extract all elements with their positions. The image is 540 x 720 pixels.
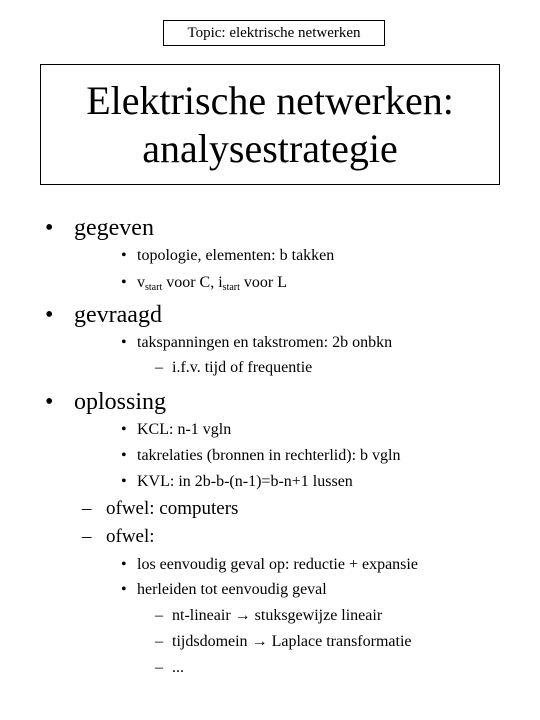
end-text: voor L bbox=[239, 274, 287, 291]
slide-title-box bbox=[40, 64, 500, 185]
v-subscript: start bbox=[145, 282, 163, 293]
dash-text-b: Laplace transformatie bbox=[267, 633, 412, 650]
dash-text-a: nt-lineair bbox=[172, 607, 235, 624]
topic-label: Topic: elektrische netwerken bbox=[163, 20, 385, 46]
slide-title-line-2: analysestrategie bbox=[142, 125, 398, 171]
subitem-text: takspanningen en takstromen: 2b onbkn bbox=[137, 334, 393, 351]
dash-mark: – bbox=[155, 359, 163, 376]
bullet-mark: • bbox=[121, 334, 127, 351]
dash-text-a: tijdsdomein bbox=[172, 633, 252, 650]
dash-mark: – bbox=[82, 498, 92, 519]
subitem-text bbox=[137, 273, 287, 293]
subitem-text: herleiden tot eenvoudig geval bbox=[137, 581, 327, 598]
bullet-mark: • bbox=[45, 215, 54, 241]
subitem-text: topologie, elementen: b takken bbox=[137, 247, 335, 264]
arrow-icon: → bbox=[234, 607, 251, 624]
bullet-mark: • bbox=[121, 247, 127, 264]
dash-mark: – bbox=[155, 607, 163, 624]
bullet-mark: • bbox=[45, 302, 54, 328]
dash-text: ... bbox=[172, 659, 184, 676]
dash-text: ofwel: computers bbox=[106, 498, 239, 519]
subitem-text: los eenvoudig geval op: reductie + expansie bbox=[137, 556, 418, 573]
i-symbol: i bbox=[218, 274, 223, 291]
arrow-icon: → bbox=[251, 633, 268, 650]
bullet-mark: • bbox=[45, 389, 54, 415]
bullet-label: gevraagd bbox=[74, 302, 162, 328]
bullet-mark: • bbox=[121, 274, 127, 291]
dash-text: i.f.v. tijd of frequentie bbox=[172, 359, 313, 376]
mid-text: voor C, bbox=[162, 274, 219, 291]
bullet-mark: • bbox=[121, 556, 127, 573]
bullet-mark: • bbox=[121, 473, 127, 490]
dash-mark: – bbox=[155, 659, 163, 676]
bullet-mark: • bbox=[121, 447, 127, 464]
v-symbol: v bbox=[137, 274, 145, 291]
bullet-label: gegeven bbox=[74, 215, 154, 241]
slide-title-line-1: Elektrische netwerken: bbox=[86, 77, 454, 123]
bullet-mark: • bbox=[121, 581, 127, 598]
bullet-label: oplossing bbox=[74, 389, 167, 415]
dash-text-b: stuksgewijze lineair bbox=[250, 607, 383, 624]
subitem-text: KCL: n-1 vgln bbox=[137, 421, 232, 438]
dash-text bbox=[172, 606, 382, 626]
i-subscript: start bbox=[222, 282, 240, 293]
subitem-text: takrelaties (bronnen in rechterlid): b vgln bbox=[137, 447, 401, 464]
dash-text: ofwel: bbox=[106, 526, 155, 547]
dash-mark: – bbox=[155, 633, 163, 650]
dash-mark: – bbox=[82, 526, 92, 547]
subitem-text: KVL: in 2b-b-(n-1)=b-n+1 lussen bbox=[137, 473, 353, 490]
dash-text bbox=[172, 632, 411, 652]
bullet-mark: • bbox=[121, 421, 127, 438]
